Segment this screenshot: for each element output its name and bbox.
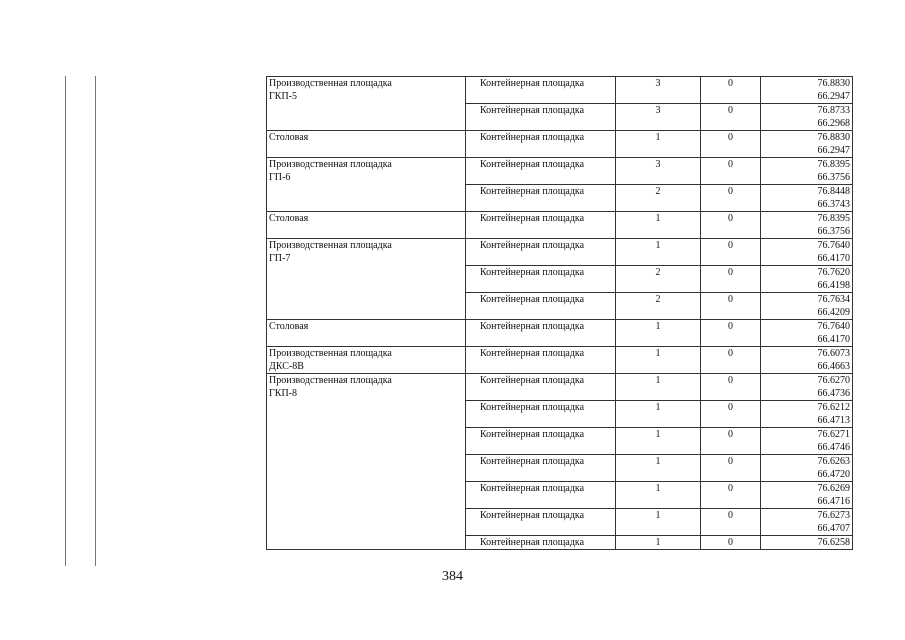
facility-type-cell: Контейнерная площадка <box>466 212 616 239</box>
latitude-value: 66.4198 <box>817 280 850 291</box>
facility-type-cell: Контейнерная площадка <box>466 509 616 536</box>
zero-value-cell: 0 <box>701 320 761 347</box>
site-name-cell <box>267 212 466 239</box>
count-cell: 1 <box>616 131 701 158</box>
coordinates-cell <box>761 158 853 185</box>
zero-value-cell: 0 <box>701 455 761 482</box>
latitude-value: 66.3743 <box>817 199 850 210</box>
coordinates-cell <box>761 482 853 509</box>
site-name-line: Производственная площадка <box>269 78 392 89</box>
latitude-value: 66.2947 <box>817 145 850 156</box>
facility-type-cell: Контейнерная площадка <box>466 77 616 104</box>
count-cell: 3 <box>616 104 701 131</box>
coordinates-cell <box>761 374 853 401</box>
longitude-value: 76.6073 <box>817 348 850 359</box>
count-cell: 3 <box>616 158 701 185</box>
site-name-cell <box>267 374 466 550</box>
site-name-line: Производственная площадка <box>269 375 392 386</box>
site-name-cell <box>267 158 466 212</box>
zero-value-cell: 0 <box>701 77 761 104</box>
zero-value-cell: 0 <box>701 482 761 509</box>
longitude-value: 76.8830 <box>817 78 850 89</box>
count-cell: 1 <box>616 374 701 401</box>
count-cell: 1 <box>616 401 701 428</box>
count-cell: 1 <box>616 347 701 374</box>
site-name-line: ДКС-8В <box>269 361 304 372</box>
zero-value-cell: 0 <box>701 374 761 401</box>
longitude-value: 76.8830 <box>817 132 850 143</box>
zero-value-cell: 0 <box>701 401 761 428</box>
zero-value-cell: 0 <box>701 185 761 212</box>
count-cell: 1 <box>616 212 701 239</box>
count-cell: 2 <box>616 293 701 320</box>
zero-value-cell: 0 <box>701 347 761 374</box>
longitude-value: 76.6271 <box>817 429 850 440</box>
count-cell: 1 <box>616 482 701 509</box>
coordinates-cell <box>761 320 853 347</box>
facility-type-cell: Контейнерная площадка <box>466 293 616 320</box>
count-cell: 1 <box>616 320 701 347</box>
facility-type-cell: Контейнерная площадка <box>466 239 616 266</box>
longitude-value: 76.8395 <box>817 213 850 224</box>
left-margin-rule-2 <box>95 76 96 566</box>
coordinates-cell <box>761 401 853 428</box>
site-name-line: ГКП-8 <box>269 388 298 399</box>
latitude-value: 66.2968 <box>817 118 850 129</box>
table-row <box>267 131 853 158</box>
table-row <box>267 374 853 401</box>
waste-container-sites-table <box>266 76 853 550</box>
coordinates-cell <box>761 77 853 104</box>
longitude-value: 76.7640 <box>817 321 850 332</box>
site-name-line: Столовая <box>269 213 309 224</box>
longitude-value: 76.6270 <box>817 375 850 386</box>
latitude-value: 66.4720 <box>817 469 850 480</box>
site-name-cell <box>267 320 466 347</box>
table-row <box>267 347 853 374</box>
longitude-value: 76.7634 <box>817 294 850 305</box>
longitude-value: 76.6269 <box>817 483 850 494</box>
longitude-value: 76.6258 <box>817 537 850 548</box>
latitude-value: 66.3756 <box>817 172 850 183</box>
site-name-cell <box>267 347 466 374</box>
facility-type-cell: Контейнерная площадка <box>466 455 616 482</box>
count-cell: 1 <box>616 455 701 482</box>
zero-value-cell: 0 <box>701 293 761 320</box>
coordinates-cell <box>761 428 853 455</box>
table-row <box>267 77 853 104</box>
count-cell: 1 <box>616 428 701 455</box>
coordinates-cell <box>761 185 853 212</box>
zero-value-cell: 0 <box>701 104 761 131</box>
coordinates-cell <box>761 293 853 320</box>
site-name-cell <box>267 131 466 158</box>
longitude-value: 76.6273 <box>817 510 850 521</box>
latitude-value: 66.4736 <box>817 388 850 399</box>
facility-type-cell: Контейнерная площадка <box>466 320 616 347</box>
site-name-line: Столовая <box>269 321 309 332</box>
site-name-line: Производственная площадка <box>269 159 392 170</box>
coordinates-cell <box>761 266 853 293</box>
coordinates-cell <box>761 212 853 239</box>
coordinates-cell <box>761 509 853 536</box>
facility-type-cell: Контейнерная площадка <box>466 104 616 131</box>
site-name-cell <box>267 77 466 131</box>
count-cell: 1 <box>616 509 701 536</box>
zero-value-cell: 0 <box>701 158 761 185</box>
facility-type-cell: Контейнерная площадка <box>466 158 616 185</box>
facility-type-cell: Контейнерная площадка <box>466 347 616 374</box>
latitude-value: 66.4746 <box>817 442 850 453</box>
zero-value-cell: 0 <box>701 428 761 455</box>
count-cell: 1 <box>616 536 701 550</box>
table-row <box>267 320 853 347</box>
longitude-value: 76.8448 <box>817 186 850 197</box>
zero-value-cell: 0 <box>701 131 761 158</box>
zero-value-cell: 0 <box>701 212 761 239</box>
coordinates-cell <box>761 239 853 266</box>
facility-type-cell: Контейнерная площадка <box>466 482 616 509</box>
latitude-value: 66.2947 <box>817 91 850 102</box>
facility-type-cell: Контейнерная площадка <box>466 374 616 401</box>
count-cell: 2 <box>616 266 701 293</box>
latitude-value: 66.4713 <box>817 415 850 426</box>
longitude-value: 76.8395 <box>817 159 850 170</box>
site-name-cell <box>267 239 466 320</box>
facility-type-cell: Контейнерная площадка <box>466 266 616 293</box>
latitude-value: 66.4663 <box>817 361 850 372</box>
coordinates-cell <box>761 104 853 131</box>
table-row <box>267 158 853 185</box>
site-name-line: Производственная площадка <box>269 240 392 251</box>
coordinates-cell <box>761 347 853 374</box>
table-body <box>267 77 853 550</box>
latitude-value: 66.4716 <box>817 496 850 507</box>
site-name-line: ГП-7 <box>269 253 291 264</box>
facility-type-cell: Контейнерная площадка <box>466 536 616 550</box>
coordinates-cell <box>761 131 853 158</box>
latitude-value: 66.4209 <box>817 307 850 318</box>
left-margin-rule-1 <box>65 76 66 566</box>
count-cell: 2 <box>616 185 701 212</box>
longitude-value: 76.6263 <box>817 456 850 467</box>
site-name-line: ГП-6 <box>269 172 291 183</box>
site-name-line: Производственная площадка <box>269 348 392 359</box>
table-row <box>267 239 853 266</box>
longitude-value: 76.7640 <box>817 240 850 251</box>
latitude-value: 66.4170 <box>817 253 850 264</box>
latitude-value: 66.4170 <box>817 334 850 345</box>
coordinates-cell <box>761 455 853 482</box>
facility-type-cell: Контейнерная площадка <box>466 131 616 158</box>
zero-value-cell: 0 <box>701 509 761 536</box>
longitude-value: 76.6212 <box>817 402 850 413</box>
latitude-value: 66.3756 <box>817 226 850 237</box>
site-name-line: Столовая <box>269 132 309 143</box>
facility-type-cell: Контейнерная площадка <box>466 428 616 455</box>
coordinates-cell <box>761 536 853 550</box>
table-row <box>267 212 853 239</box>
latitude-value: 66.4707 <box>817 523 850 534</box>
facility-type-cell: Контейнерная площадка <box>466 401 616 428</box>
facility-type-cell: Контейнерная площадка <box>466 185 616 212</box>
page-number: 384 <box>442 569 463 584</box>
longitude-value: 76.8733 <box>817 105 850 116</box>
count-cell: 1 <box>616 239 701 266</box>
zero-value-cell: 0 <box>701 536 761 550</box>
zero-value-cell: 0 <box>701 266 761 293</box>
count-cell: 3 <box>616 77 701 104</box>
longitude-value: 76.7620 <box>817 267 850 278</box>
zero-value-cell: 0 <box>701 239 761 266</box>
site-name-line: ГКП-5 <box>269 91 298 102</box>
